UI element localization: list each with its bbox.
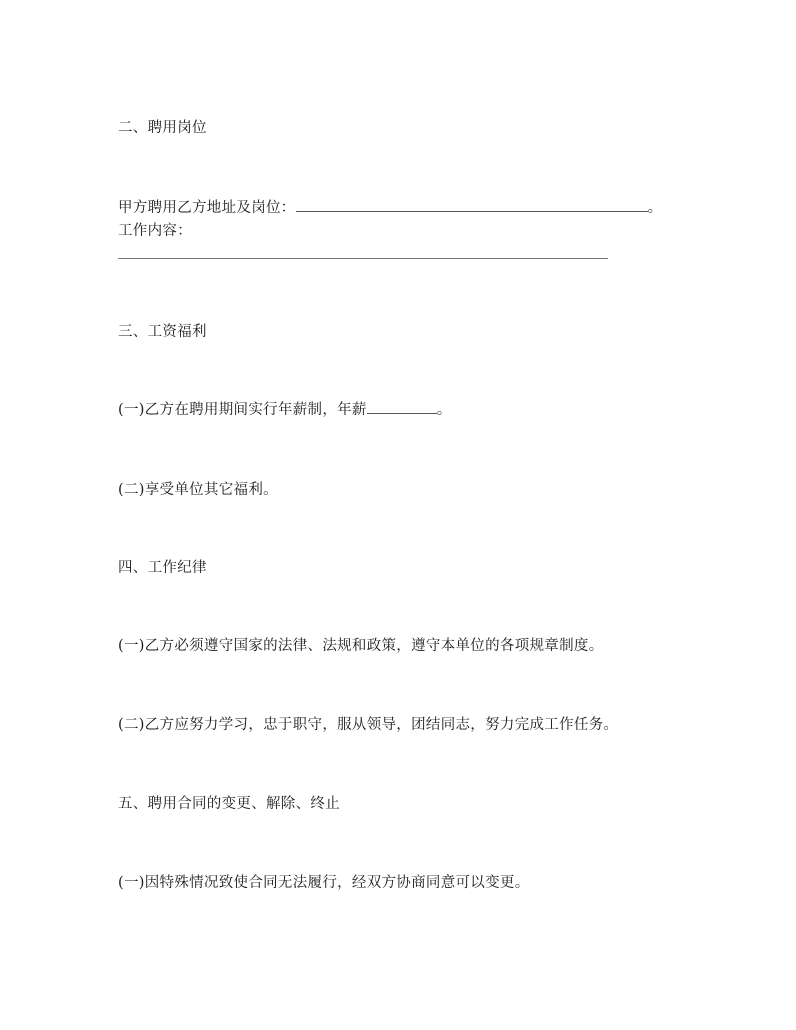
section-5-heading: 五、聘用合同的变更、解除、终止: [118, 796, 340, 812]
address-position-blank[interactable]: [296, 199, 648, 212]
work-content-blank[interactable]: [118, 258, 608, 259]
salary-line: [118, 401, 452, 419]
address-position-line: [118, 199, 662, 217]
work-content-label: 工作内容：: [118, 223, 192, 239]
address-position-end: 。: [647, 200, 663, 216]
section-4-heading: 四、工作纪律: [118, 560, 207, 576]
address-position-label: 甲方聘用乙方地址及岗位：: [118, 200, 296, 216]
section-2-heading: 二、聘用岗位: [118, 120, 207, 136]
salary-text: (一)乙方在聘用期间实行年薪制，年薪: [118, 402, 367, 418]
discipline-item-1: (一)乙方必须遵守国家的法律、法规和政策，遵守本单位的各项规章制度。: [118, 638, 604, 654]
salary-end: 。: [436, 402, 452, 418]
discipline-item-2: (二)乙方应努力学习，忠于职守，服从领导，团结同志，努力完成工作任务。: [118, 717, 619, 733]
salary-blank[interactable]: [367, 401, 437, 414]
benefits-item: (二)享受单位其它福利。: [118, 482, 278, 498]
section-3-heading: 三、工资福利: [118, 324, 207, 340]
contract-change-item-1: (一)因特殊情况致使合同无法履行，经双方协商同意可以变更。: [118, 875, 530, 891]
